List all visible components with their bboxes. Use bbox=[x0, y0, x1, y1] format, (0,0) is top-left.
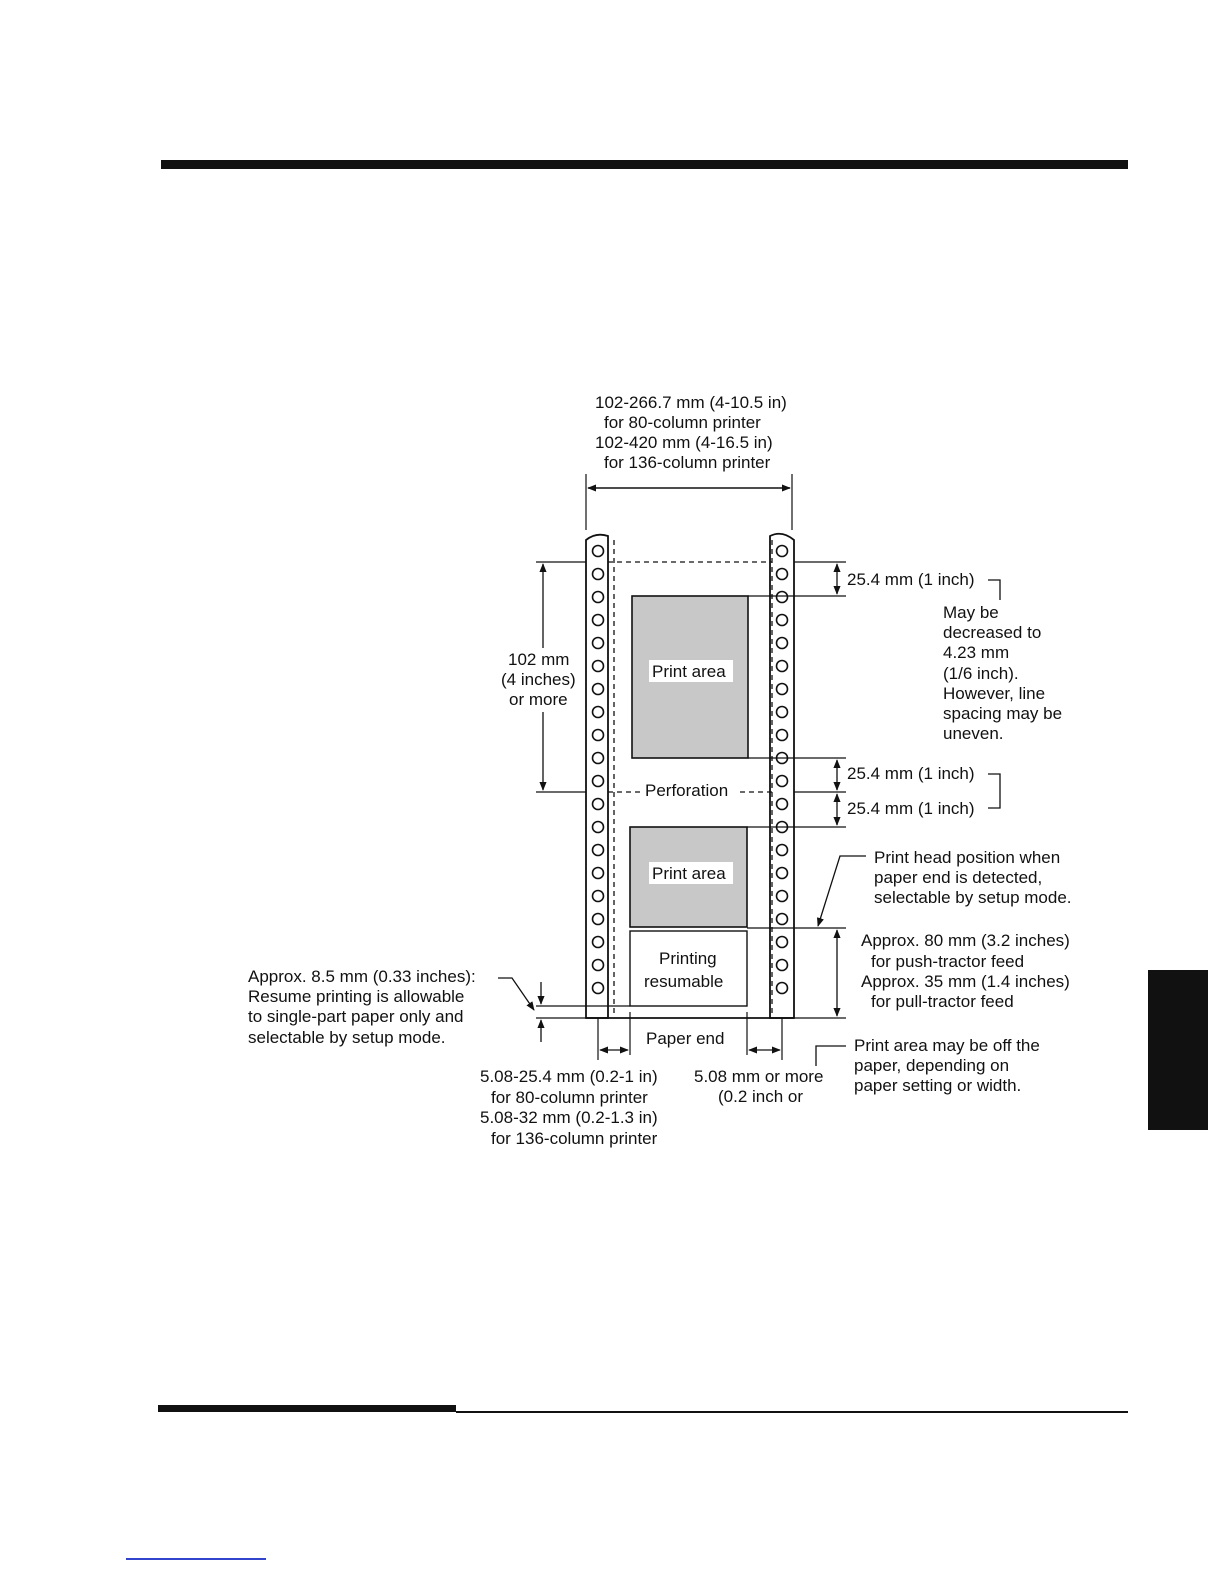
sprocket-hole bbox=[777, 776, 788, 787]
sprocket-hole bbox=[777, 799, 788, 810]
right-margin-line: (0.2 inch or bbox=[718, 1087, 804, 1106]
off-paper-line: paper setting or width. bbox=[854, 1076, 1022, 1095]
sprocket-hole bbox=[593, 891, 604, 902]
page-length-line: or more bbox=[509, 690, 568, 709]
right-margin-line: 5.08 mm or more bbox=[694, 1067, 824, 1086]
sprocket-hole bbox=[593, 983, 604, 994]
printing-resumable-line: resumable bbox=[644, 972, 724, 991]
note-bracket-bottom bbox=[988, 774, 1000, 808]
note-line: spacing may be bbox=[943, 704, 1063, 723]
sprocket-hole bbox=[777, 914, 788, 925]
approx80-line: for pull-tractor feed bbox=[871, 992, 1014, 1011]
page-length-line: 102 mm bbox=[508, 650, 570, 669]
sprocket-hole bbox=[777, 638, 788, 649]
sprocket-hole bbox=[777, 937, 788, 948]
sprocket-hole bbox=[593, 569, 604, 580]
sprocket-hole bbox=[593, 661, 604, 672]
approx80-line: Approx. 35 mm (1.4 inches) bbox=[861, 972, 1070, 991]
approx85-line: to single-part paper only and bbox=[248, 1007, 464, 1026]
sprocket-hole bbox=[593, 546, 604, 557]
sprocket-hole bbox=[593, 776, 604, 787]
print-head-leader bbox=[818, 856, 866, 926]
sprocket-hole bbox=[777, 845, 788, 856]
sprocket-hole bbox=[593, 615, 604, 626]
note-line: However, line bbox=[943, 684, 1046, 703]
sprocket-hole bbox=[777, 592, 788, 603]
note-line: decreased to bbox=[943, 623, 1042, 642]
sprocket-hole bbox=[777, 661, 788, 672]
approx80-line: for push-tractor feed bbox=[871, 952, 1025, 971]
sprocket-hole bbox=[593, 707, 604, 718]
print-head-line: Print head position when bbox=[874, 848, 1061, 867]
approx80-label bbox=[861, 931, 1075, 1011]
sprocket-hole bbox=[593, 684, 604, 695]
sprocket-hole bbox=[777, 569, 788, 580]
off-paper-label bbox=[854, 1036, 1045, 1095]
sprocket-hole bbox=[593, 730, 604, 741]
left-margin-line: 5.08-25.4 mm (0.2-1 in) bbox=[480, 1067, 658, 1086]
note-line: uneven. bbox=[943, 724, 1004, 743]
bottom-margin-label: 25.4 mm (1 inch) bbox=[847, 764, 975, 783]
print-area-2-label: Print area bbox=[652, 864, 726, 883]
approx80-line: Approx. 80 mm (3.2 inches) bbox=[861, 931, 1070, 950]
print-head-line: paper end is detected, bbox=[874, 868, 1043, 887]
off-paper-line: paper, depending on bbox=[854, 1056, 1010, 1075]
sprocket-hole bbox=[593, 937, 604, 948]
approx85-line: Approx. 8.5 mm (0.33 inches): bbox=[248, 967, 476, 986]
printing-resumable-line: Printing bbox=[659, 949, 717, 968]
next-top-margin-label: 25.4 mm (1 inch) bbox=[847, 799, 975, 818]
sprocket-hole bbox=[777, 960, 788, 971]
left-sprocket-holes bbox=[593, 546, 604, 994]
page-length-line: (4 inches) bbox=[501, 670, 576, 689]
note-bracket-top bbox=[988, 580, 1000, 600]
width-label-line: 102-266.7 mm (4-10.5 in) bbox=[595, 393, 787, 412]
note-line: 4.23 mm bbox=[943, 643, 1010, 662]
approx85-label bbox=[248, 967, 480, 1047]
sprocket-hole bbox=[777, 546, 788, 557]
sprocket-hole bbox=[593, 960, 604, 971]
off-paper-leader bbox=[816, 1046, 846, 1066]
sprocket-hole bbox=[777, 891, 788, 902]
note-line: May be bbox=[943, 603, 999, 622]
left-margin-label bbox=[480, 1067, 662, 1148]
sprocket-hole bbox=[777, 983, 788, 994]
sprocket-hole bbox=[777, 707, 788, 718]
perforation-label: Perforation bbox=[645, 781, 729, 800]
note-line: (1/6 inch). bbox=[943, 664, 1019, 683]
sprocket-hole bbox=[777, 684, 788, 695]
width-label-line: 102-420 mm (4-16.5 in) bbox=[595, 433, 773, 452]
sprocket-hole bbox=[777, 730, 788, 741]
sprocket-hole bbox=[593, 868, 604, 879]
width-label-line: for 80-column printer bbox=[604, 413, 761, 432]
sprocket-hole bbox=[777, 615, 788, 626]
print-head-line: selectable by setup mode. bbox=[874, 888, 1072, 907]
approx85-leader bbox=[498, 978, 534, 1010]
sprocket-hole bbox=[593, 638, 604, 649]
width-label bbox=[595, 393, 792, 472]
print-head-label bbox=[874, 848, 1072, 907]
sprocket-hole bbox=[593, 592, 604, 603]
printing-resumable-box bbox=[630, 931, 747, 1006]
left-margin-line: 5.08-32 mm (0.2-1.3 in) bbox=[480, 1108, 658, 1127]
sprocket-hole bbox=[593, 799, 604, 810]
sprocket-hole bbox=[593, 753, 604, 764]
note-label bbox=[943, 603, 1067, 743]
paper-end-label: Paper end bbox=[646, 1029, 725, 1048]
sprocket-hole bbox=[593, 845, 604, 856]
right-sprocket-holes bbox=[777, 546, 788, 994]
sprocket-hole bbox=[593, 822, 604, 833]
left-margin-line: for 136-column printer bbox=[491, 1129, 658, 1148]
left-margin-line: for 80-column printer bbox=[491, 1088, 648, 1107]
page-length-label bbox=[501, 650, 580, 709]
approx85-line: Resume printing is allowable bbox=[248, 987, 465, 1006]
right-margin-label bbox=[694, 1067, 828, 1106]
top-margin-label: 25.4 mm (1 inch) bbox=[847, 570, 975, 589]
sprocket-hole bbox=[777, 868, 788, 879]
width-label-line: for 136-column printer bbox=[604, 453, 771, 472]
sprocket-hole bbox=[593, 914, 604, 925]
approx85-line: selectable by setup mode. bbox=[248, 1028, 446, 1047]
off-paper-line: Print area may be off the bbox=[854, 1036, 1040, 1055]
print-area-1-label: Print area bbox=[652, 662, 726, 681]
